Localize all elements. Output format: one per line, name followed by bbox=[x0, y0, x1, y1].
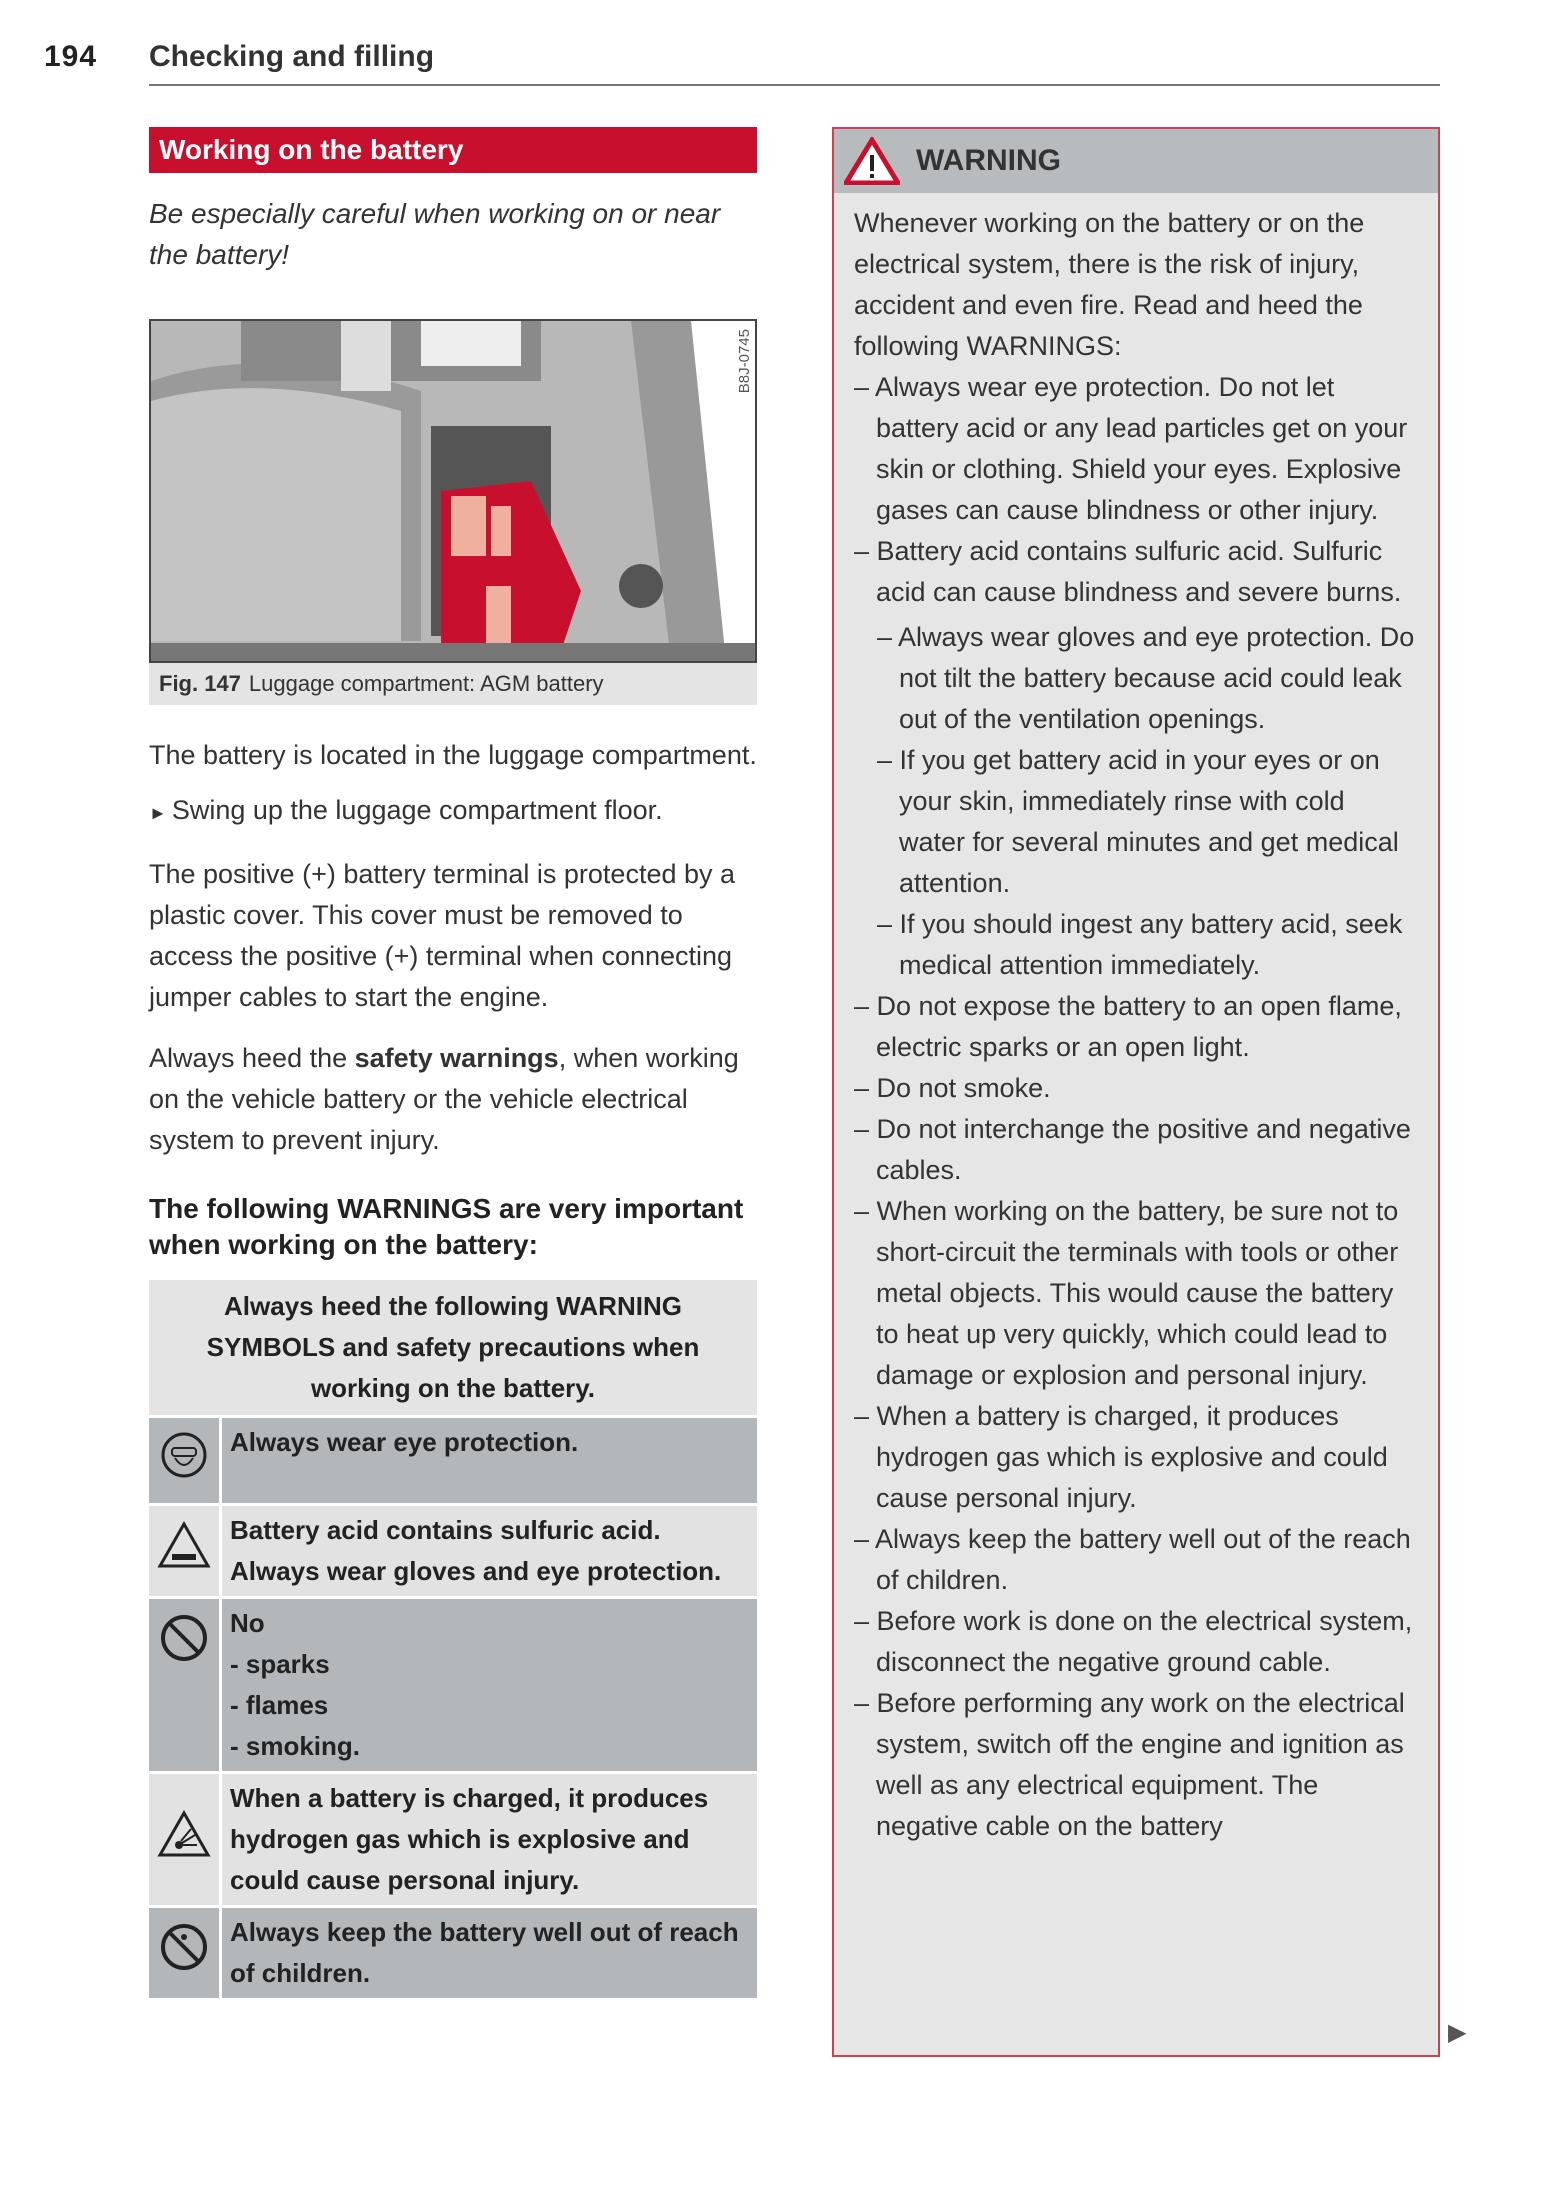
table-row bbox=[149, 1773, 757, 1907]
row-text: Always keep the battery well out of reach of children. bbox=[221, 1907, 758, 1999]
warning-subitem: – If you get battery acid in your eyes or on your skin, immediately rinse with cold water for several minutes and get medical attention. bbox=[877, 745, 1399, 898]
figure-caption-text: Luggage compartment: AGM battery bbox=[248, 671, 604, 696]
list-item: - sparks bbox=[230, 1649, 330, 1679]
continue-arrow-icon: ▶ bbox=[1448, 2019, 1467, 2046]
row-text: Battery acid contains sulfuric acid. Always wear gloves and eye protection. bbox=[221, 1505, 758, 1598]
intro-text: Be especially careful when working on or near the battery! bbox=[149, 198, 721, 270]
warning-item: – Do not smoke. bbox=[854, 1073, 1051, 1103]
step-item bbox=[149, 790, 757, 834]
header-rule bbox=[149, 84, 1440, 86]
figure-caption bbox=[149, 663, 757, 705]
warning-subitem: – If you should ingest any battery acid, seek medical attention immediately. bbox=[877, 909, 1403, 980]
row-text: When a battery is charged, it produces hydrogen gas which is explosive and could cause personal injury. bbox=[221, 1773, 758, 1907]
section-title: Checking and filling bbox=[149, 40, 435, 73]
warning-item: – Always wear eye protection. Do not let battery acid or any lead particles get on your skin or clothing. Shield your eyes. Explosive gases can cause blindness or other injury. bbox=[854, 372, 1408, 525]
warning-symbols-table bbox=[149, 1277, 757, 1998]
figure-image bbox=[149, 319, 757, 663]
figure-code: B8J-0745 bbox=[736, 329, 753, 394]
warning-item: – When working on the battery, be sure not to short-circuit the terminals with tools or other metal objects. This would cause the battery to heat up very quickly, which could lead to damage or explosion and personal injury. bbox=[854, 1196, 1399, 1390]
row-text bbox=[221, 1598, 758, 1773]
table-header: Always heed the following WARNING SYMBOLS and safety precautions when working on the battery. bbox=[149, 1279, 757, 1417]
warning-triangle-icon bbox=[844, 137, 900, 185]
table-row bbox=[149, 1598, 757, 1773]
safety-paragraph bbox=[149, 1038, 757, 1161]
warning-item: – Do not expose the battery to an open flame, electric sparks or an open light. bbox=[854, 991, 1402, 1062]
warning-body bbox=[834, 193, 1438, 1847]
safety-text-a: Always heed the bbox=[149, 1043, 355, 1073]
safety-warnings-link: safety warnings bbox=[354, 1043, 559, 1073]
warning-item: – Before work is done on the electrical system, disconnect the negative ground cable. bbox=[854, 1606, 1413, 1677]
warning-header bbox=[834, 129, 1438, 193]
warning-item: – When a battery is charged, it produces hydrogen gas which is explosive and could cause personal injury. bbox=[854, 1401, 1388, 1513]
left-column bbox=[149, 127, 757, 1998]
list-item: - smoking. bbox=[230, 1731, 361, 1761]
warning-item: – Before performing any work on the electrical system, switch off the engine and ignition as well as any electrical equipment. The negative cable on the battery bbox=[854, 1688, 1405, 1841]
warning-item: – Do not interchange the positive and negative cables. bbox=[854, 1114, 1411, 1185]
warnings-heading: The following WARNINGS are very important when working on the battery: bbox=[149, 1193, 744, 1260]
step-text: Swing up the luggage compartment floor. bbox=[171, 795, 663, 825]
location-paragraph: The battery is located in the luggage compartment. bbox=[149, 740, 757, 770]
warning-subitem: – Always wear gloves and eye protection. Do not tilt the battery because acid could leak out of the ventilation openings. bbox=[877, 622, 1415, 734]
section-heading: Working on the battery bbox=[149, 127, 757, 173]
page-number: 194 bbox=[44, 40, 98, 73]
eye-protection-icon bbox=[149, 1417, 221, 1505]
list-item: - flames bbox=[230, 1690, 329, 1720]
warning-item: – Always keep the battery well out of the reach of children. bbox=[854, 1524, 1411, 1595]
no-label: No bbox=[230, 1608, 265, 1638]
no-fire-icon bbox=[149, 1598, 221, 1773]
table-row bbox=[149, 1907, 757, 1999]
warning-box bbox=[832, 127, 1440, 2057]
warning-title: WARNING bbox=[916, 144, 1061, 177]
figure-label: Fig. 147 bbox=[159, 671, 241, 696]
battery-illustration bbox=[151, 321, 755, 661]
terminal-paragraph: The positive (+) battery terminal is protected by a plastic cover. This cover must be removed to access the positive (+) terminal when connecting jumper cables to start the engine. bbox=[149, 859, 736, 1012]
safety-text-c: , when working on the vehicle battery or the vehicle electrical system to prevent injury. bbox=[149, 1043, 739, 1155]
step-arrow-icon: ► bbox=[149, 803, 172, 823]
row-text: Always wear eye protection. bbox=[221, 1417, 758, 1505]
warning-intro: Whenever working on the battery or on the electrical system, there is the risk of injury, accident and even fire. Read and heed the following WARNINGS: bbox=[854, 208, 1365, 361]
acid-warning-icon bbox=[149, 1505, 221, 1598]
keep-children-away-icon bbox=[149, 1907, 221, 1999]
table-row bbox=[149, 1417, 757, 1505]
warning-item: – Battery acid contains sulfuric acid. Sulfuric acid can cause blindness and severe burns. bbox=[854, 536, 1402, 607]
table-row bbox=[149, 1505, 757, 1598]
explosion-warning-icon bbox=[149, 1773, 221, 1907]
